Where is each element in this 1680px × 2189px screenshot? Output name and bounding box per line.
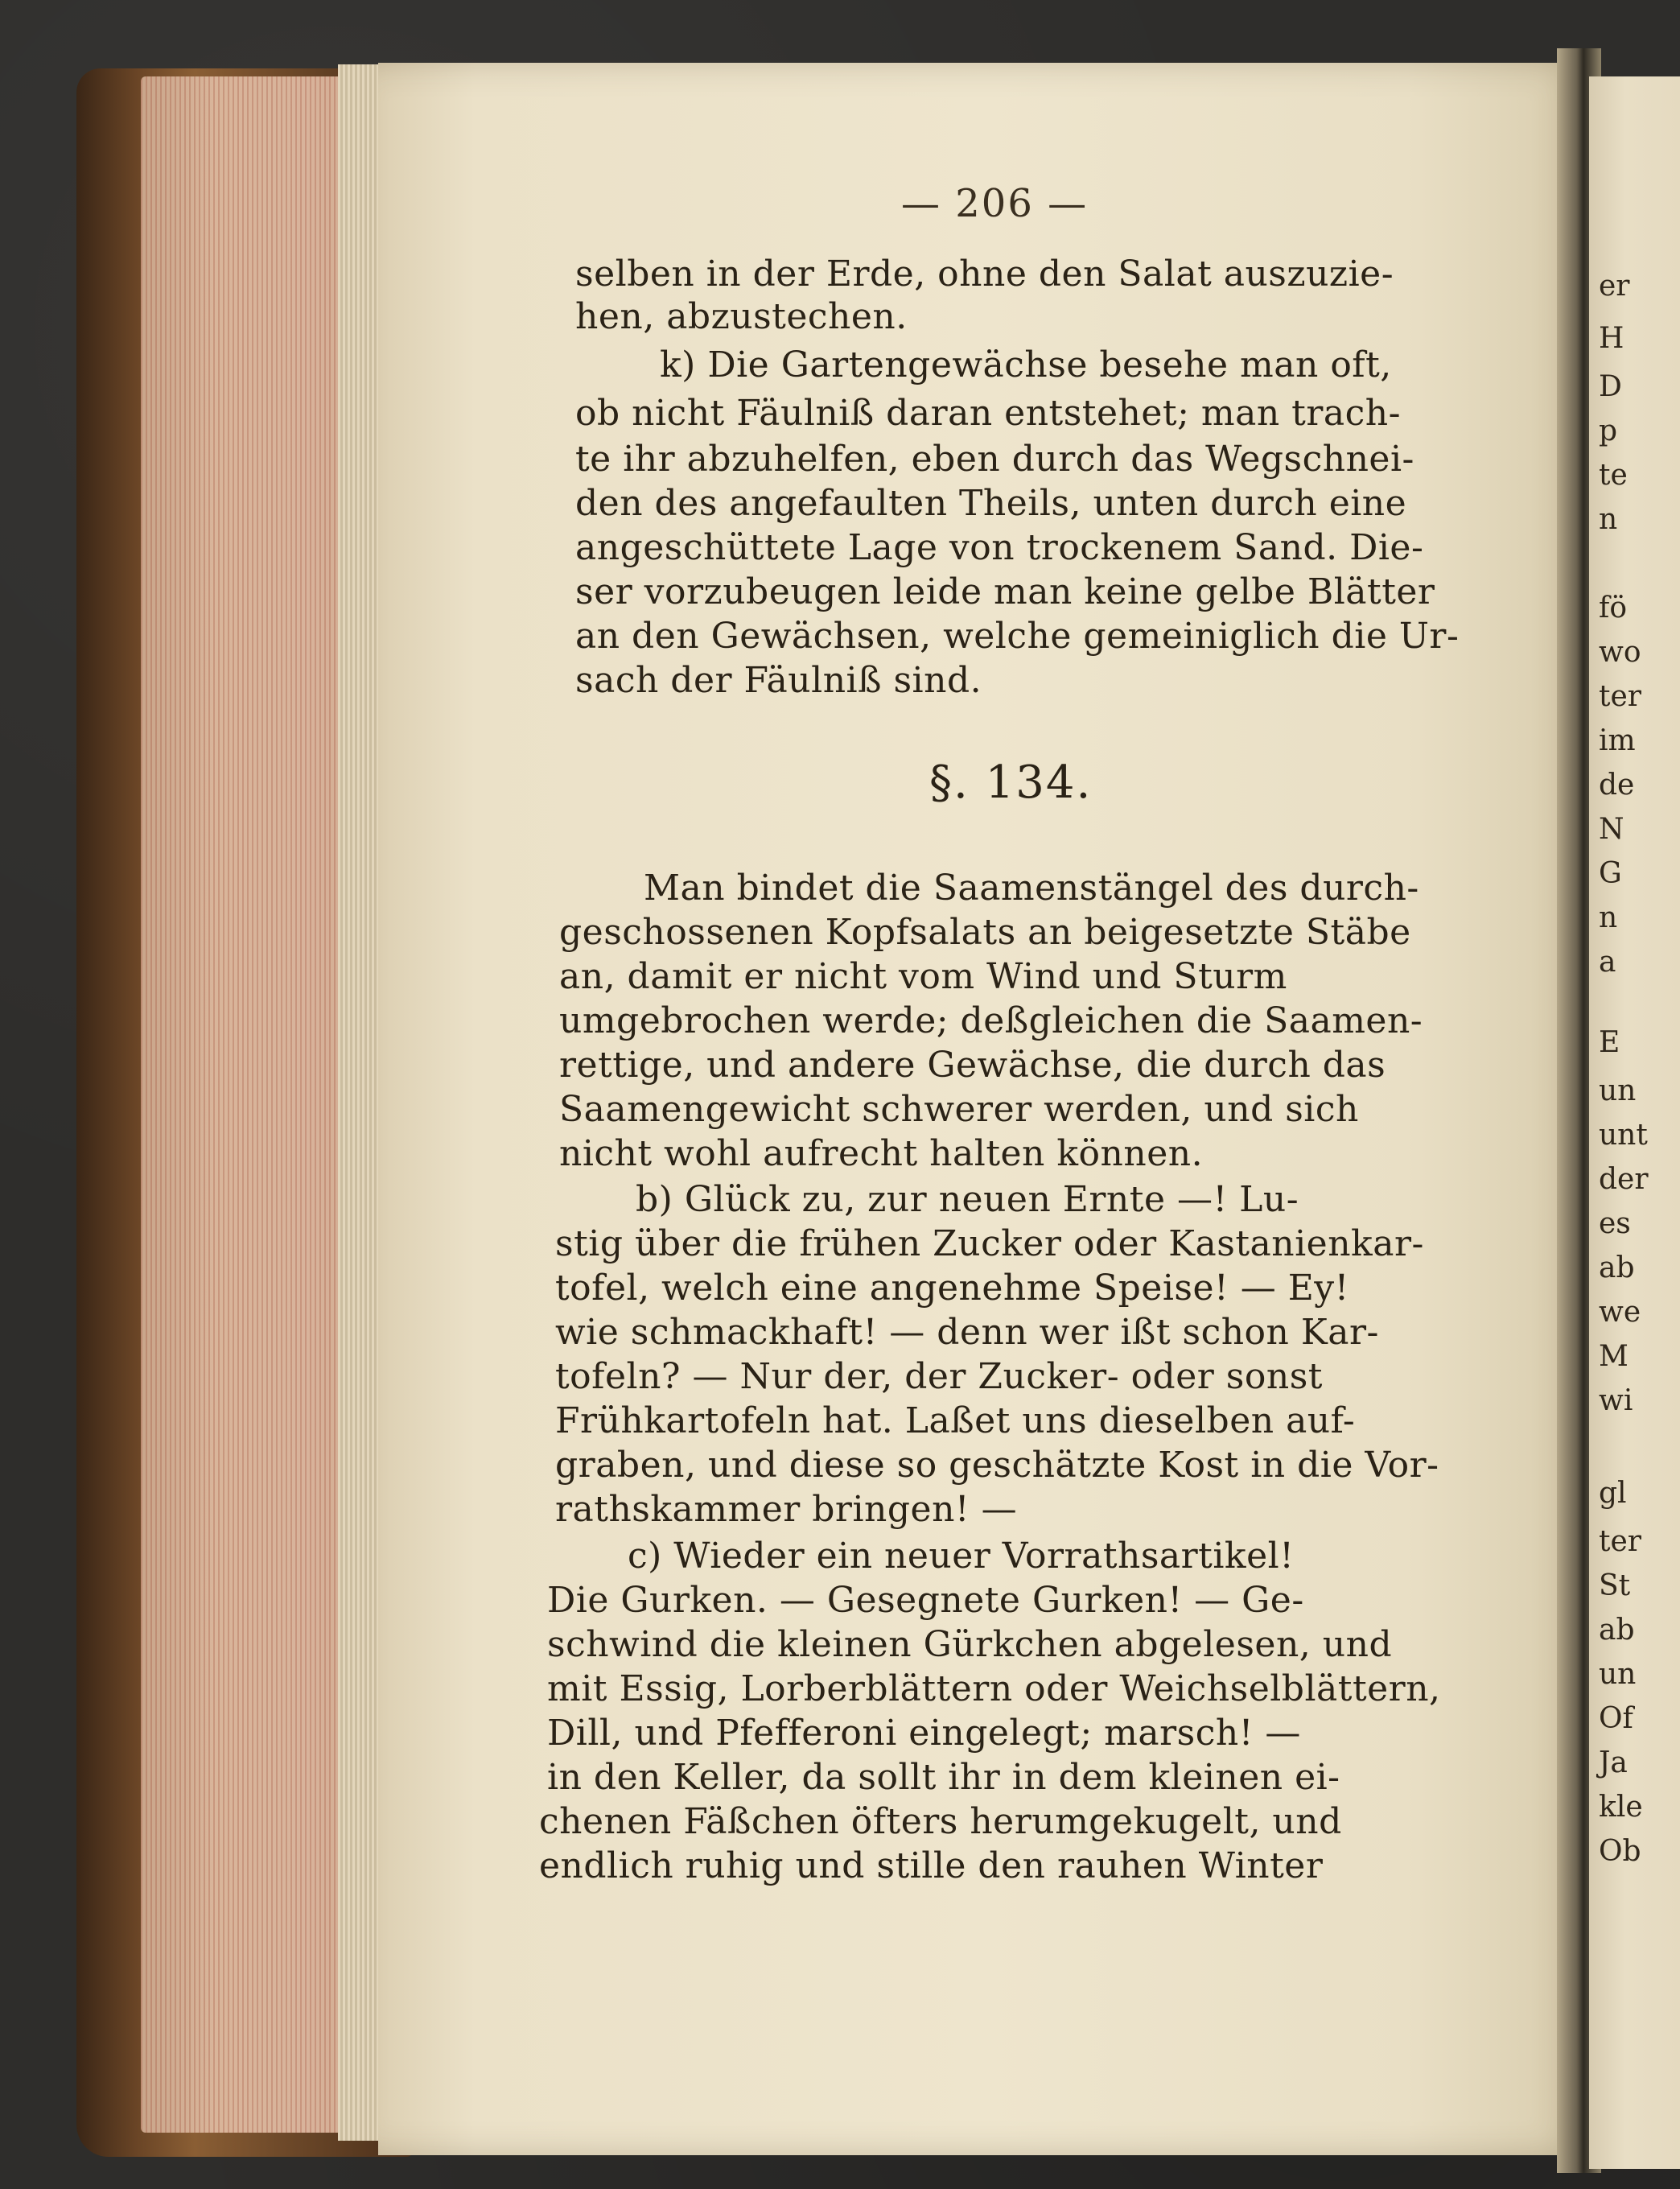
text-line: ob nicht Fäulniß daran entstehet; man trach- (575, 393, 1401, 434)
text-line: wie schmackhaft! — denn wer ißt schon Kar- (555, 1312, 1379, 1353)
text-line: an den Gewächsen, welche gemeiniglich die Ur- (575, 616, 1460, 657)
right-page-text: a (1599, 946, 1616, 979)
text-line: hen, abzustechen. (575, 296, 908, 337)
right-page-text: wo (1599, 636, 1641, 669)
right-page-text: H (1599, 322, 1624, 355)
right-page-text: un (1599, 1658, 1637, 1691)
right-page-text: Of (1599, 1702, 1633, 1735)
text-line: geschossenen Kopfsalats an beigesetzte Stäbe (559, 912, 1411, 953)
right-page-text: der (1599, 1163, 1649, 1196)
right-page-text: te (1599, 459, 1628, 492)
text-line: tofeln? — Nur der, der Zucker- oder sonst (555, 1356, 1323, 1397)
right-page-text: ab (1599, 1614, 1635, 1647)
text-line: chenen Fäßchen öfters herumgekugelt, und (539, 1801, 1342, 1842)
right-page-fragment (1589, 76, 1680, 2169)
right-page-text: G (1599, 857, 1622, 890)
text-line: te ihr abzuhelfen, eben durch das Wegschnei- (575, 439, 1414, 480)
text-line: b) Glück zu, zur neuen Ernte —! Lu- (636, 1179, 1299, 1220)
text-line: Saamengewicht schwerer werden, und sich (559, 1089, 1359, 1130)
right-page-text: kle (1599, 1791, 1643, 1824)
right-page-text: p (1599, 414, 1618, 447)
right-page-text: ab (1599, 1251, 1635, 1284)
text-line: c) Wieder ein neuer Vorrathsartikel! (628, 1536, 1295, 1577)
text-line: Dill, und Pfefferoni eingelegt; marsch! — (547, 1713, 1301, 1754)
right-page-text: er (1599, 270, 1630, 303)
right-page-text: unt (1599, 1119, 1648, 1152)
text-line: angeschüttete Lage von trockenem Sand. Die- (575, 527, 1424, 568)
right-page-text: St (1599, 1569, 1631, 1602)
right-page-text: N (1599, 813, 1624, 846)
text-line: graben, und diese so geschätzte Kost in die Vor- (555, 1445, 1439, 1486)
right-page-text: es (1599, 1207, 1631, 1240)
page-number: — 206 — (901, 181, 1089, 226)
text-line: rathskammer bringen! — (555, 1489, 1018, 1530)
text-line: sach der Fäulniß sind. (575, 660, 982, 701)
text-line: mit Essig, Lorberblättern oder Weichselblättern, (547, 1668, 1441, 1709)
right-page-text: wi (1599, 1384, 1633, 1417)
right-page-text: im (1599, 724, 1636, 757)
right-page-text: n (1599, 901, 1618, 934)
text-line: Die Gurken. — Gesegnete Gurken! — Ge- (547, 1580, 1304, 1621)
section-heading: §. 134. (929, 756, 1093, 809)
right-page-text: fö (1599, 592, 1627, 625)
right-page-text: E (1599, 1026, 1620, 1059)
right-page-text: n (1599, 503, 1618, 536)
right-page-text: ter (1599, 680, 1641, 713)
right-page-text: ter (1599, 1525, 1641, 1558)
text-line: selben in der Erde, ohne den Salat auszuzie- (575, 254, 1394, 295)
right-page-text: gl (1599, 1477, 1627, 1510)
right-page-text: Ja (1599, 1746, 1628, 1779)
text-line: k) Die Gartengewächse besehe man oft, (660, 344, 1392, 385)
text-line: tofel, welch eine angenehme Speise! — Ey! (555, 1268, 1349, 1309)
text-line: Frühkartofeln hat. Laßet uns dieselben auf- (555, 1400, 1356, 1441)
text-line: nicht wohl aufrecht halten können. (559, 1133, 1204, 1174)
right-page-text: M (1599, 1340, 1629, 1373)
right-page-text: D (1599, 370, 1622, 403)
text-line: ser vorzubeugen leide man keine gelbe Blätter (575, 571, 1435, 612)
text-line: an, damit er nicht vom Wind und Sturm (559, 956, 1287, 997)
text-line: Man bindet die Saamenstängel des durch- (644, 868, 1419, 909)
right-page-text: Ob (1599, 1835, 1641, 1868)
text-line: stig über die frühen Zucker oder Kastanienkar- (555, 1223, 1424, 1264)
text-line: in den Keller, da sollt ihr in dem kleinen ei- (547, 1757, 1340, 1798)
right-page-text: un (1599, 1074, 1637, 1107)
right-page-text: we (1599, 1296, 1641, 1329)
text-line: den des angefaulten Theils, unten durch eine (575, 483, 1407, 524)
text-line: endlich ruhig und stille den rauhen Winter (539, 1845, 1324, 1886)
text-line: schwind die kleinen Gürkchen abgelesen, und (547, 1624, 1393, 1665)
text-line: rettige, und andere Gewächse, die durch das (559, 1045, 1386, 1086)
right-page-text: de (1599, 769, 1635, 802)
text-line: umgebrochen werde; deßgleichen die Saamen- (559, 1000, 1423, 1041)
